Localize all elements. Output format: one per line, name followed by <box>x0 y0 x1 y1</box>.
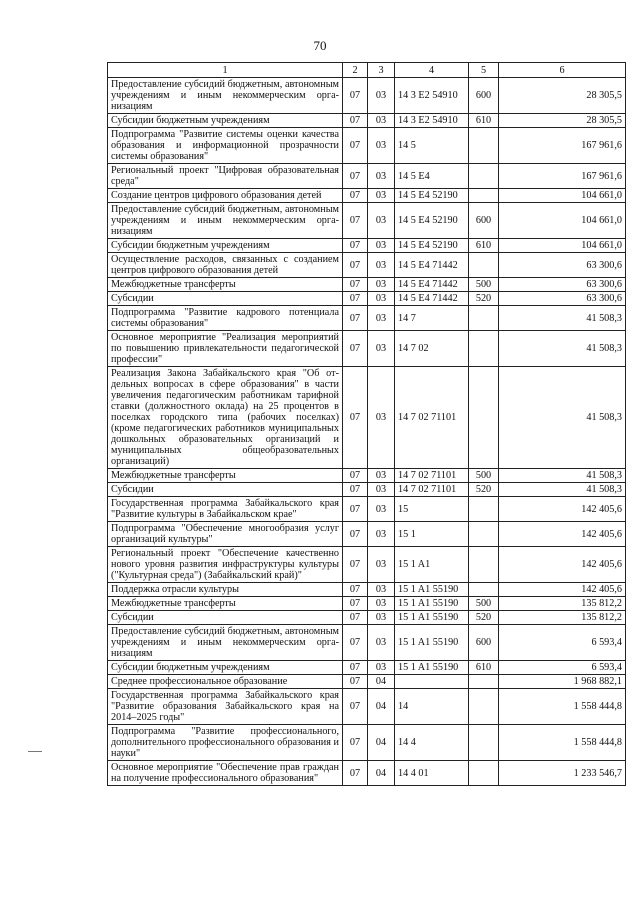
row-name: Государственная программа Забайкальского края "Развитие образования Забайкальского края на 2014–2025 годы" <box>108 689 343 725</box>
row-target-article: 14 5 E4 71442 <box>395 253 469 278</box>
row-subsection: 03 <box>368 367 395 469</box>
row-target-article: 15 1 A1 55190 <box>395 611 469 625</box>
row-section: 07 <box>343 469 368 483</box>
row-amount: 135 812,2 <box>499 597 626 611</box>
row-target-article: 14 5 E4 71442 <box>395 278 469 292</box>
column-header: 1 <box>108 63 343 78</box>
row-subsection: 03 <box>368 611 395 625</box>
row-name: Субсидии <box>108 483 343 497</box>
table-row <box>108 239 626 253</box>
row-subsection: 03 <box>368 583 395 597</box>
table-row <box>108 661 626 675</box>
row-target-article <box>395 675 469 689</box>
row-name: Субсидии <box>108 611 343 625</box>
table-row <box>108 483 626 497</box>
row-subsection: 03 <box>368 78 395 114</box>
row-target-article: 14 5 <box>395 128 469 164</box>
row-name: Среднее профессиональное образование <box>108 675 343 689</box>
table-row <box>108 689 626 725</box>
row-subsection: 04 <box>368 689 395 725</box>
row-subsection: 03 <box>368 189 395 203</box>
row-expense-type: 520 <box>469 483 499 497</box>
row-amount: 41 508,3 <box>499 367 626 469</box>
row-section: 07 <box>343 675 368 689</box>
row-expense-type <box>469 761 499 786</box>
row-section: 07 <box>343 367 368 469</box>
row-subsection: 03 <box>368 114 395 128</box>
row-amount: 167 961,6 <box>499 128 626 164</box>
row-target-article: 14 7 02 71101 <box>395 483 469 497</box>
table-row <box>108 114 626 128</box>
row-expense-type <box>469 689 499 725</box>
row-name: Межбюджетные трансферты <box>108 278 343 292</box>
table-row <box>108 522 626 547</box>
row-target-article: 14 5 E4 <box>395 164 469 189</box>
row-expense-type: 610 <box>469 239 499 253</box>
row-name: Субсидии бюджетным учреждениям <box>108 114 343 128</box>
row-amount: 142 405,6 <box>499 547 626 583</box>
row-name: Субсидии <box>108 292 343 306</box>
row-target-article: 14 7 02 71101 <box>395 469 469 483</box>
row-expense-type: 520 <box>469 292 499 306</box>
row-amount: 1 558 444,8 <box>499 689 626 725</box>
row-target-article: 14 7 02 <box>395 331 469 367</box>
row-section: 07 <box>343 128 368 164</box>
row-section: 07 <box>343 239 368 253</box>
table-row <box>108 583 626 597</box>
row-subsection: 03 <box>368 128 395 164</box>
row-subsection: 03 <box>368 164 395 189</box>
column-header: 5 <box>469 63 499 78</box>
row-section: 07 <box>343 114 368 128</box>
row-expense-type: 500 <box>469 278 499 292</box>
row-expense-type: 500 <box>469 469 499 483</box>
row-name: Подпрограмма "Развитие кадрового потенциала системы образования" <box>108 306 343 331</box>
row-target-article: 14 7 02 71101 <box>395 367 469 469</box>
row-amount: 1 968 882,1 <box>499 675 626 689</box>
row-target-article: 14 3 E2 54910 <box>395 114 469 128</box>
margin-mark <box>28 751 42 752</box>
row-expense-type <box>469 331 499 367</box>
row-amount: 28 305,5 <box>499 78 626 114</box>
row-section: 07 <box>343 761 368 786</box>
row-section: 07 <box>343 331 368 367</box>
table-row <box>108 292 626 306</box>
row-name: Создание центров цифрового образования детей <box>108 189 343 203</box>
row-expense-type <box>469 675 499 689</box>
row-target-article: 14 5 E4 71442 <box>395 292 469 306</box>
row-section: 07 <box>343 522 368 547</box>
table-row <box>108 761 626 786</box>
row-section: 07 <box>343 725 368 761</box>
row-target-article: 15 1 <box>395 522 469 547</box>
row-amount: 41 508,3 <box>499 469 626 483</box>
row-expense-type: 600 <box>469 203 499 239</box>
row-section: 07 <box>343 306 368 331</box>
row-name: Подпрограмма "Развитие профессионального, дополнительного профессионального образования и науки" <box>108 725 343 761</box>
row-name: Государственная программа Забайкальского края "Развитие культуры в Забайкальском крае" <box>108 497 343 522</box>
table-row <box>108 497 626 522</box>
row-subsection: 04 <box>368 761 395 786</box>
table-row <box>108 278 626 292</box>
row-subsection: 03 <box>368 597 395 611</box>
row-amount: 104 661,0 <box>499 189 626 203</box>
row-target-article: 14 7 <box>395 306 469 331</box>
row-amount: 63 300,6 <box>499 292 626 306</box>
row-section: 07 <box>343 661 368 675</box>
row-amount: 104 661,0 <box>499 203 626 239</box>
row-target-article: 14 5 E4 52190 <box>395 239 469 253</box>
row-expense-type <box>469 306 499 331</box>
row-subsection: 03 <box>368 253 395 278</box>
row-expense-type: 520 <box>469 611 499 625</box>
row-amount: 142 405,6 <box>499 497 626 522</box>
table-row <box>108 469 626 483</box>
row-expense-type <box>469 522 499 547</box>
budget-table <box>107 62 626 786</box>
table-row <box>108 675 626 689</box>
row-expense-type <box>469 497 499 522</box>
row-subsection: 03 <box>368 239 395 253</box>
row-target-article: 15 1 A1 55190 <box>395 597 469 611</box>
row-amount: 135 812,2 <box>499 611 626 625</box>
row-amount: 6 593,4 <box>499 661 626 675</box>
row-expense-type: 610 <box>469 661 499 675</box>
row-target-article: 14 <box>395 689 469 725</box>
row-expense-type: 610 <box>469 114 499 128</box>
row-amount: 41 508,3 <box>499 306 626 331</box>
row-name: Подпрограмма "Обеспечение многообразия услуг организаций культуры" <box>108 522 343 547</box>
row-target-article: 14 3 E2 54910 <box>395 78 469 114</box>
row-subsection: 03 <box>368 483 395 497</box>
row-expense-type: 600 <box>469 78 499 114</box>
table-row <box>108 189 626 203</box>
table-row <box>108 625 626 661</box>
row-target-article: 15 1 A1 55190 <box>395 583 469 597</box>
row-expense-type <box>469 128 499 164</box>
row-amount: 28 305,5 <box>499 114 626 128</box>
row-expense-type <box>469 367 499 469</box>
column-header: 3 <box>368 63 395 78</box>
row-amount: 104 661,0 <box>499 239 626 253</box>
row-section: 07 <box>343 164 368 189</box>
row-amount: 63 300,6 <box>499 278 626 292</box>
row-amount: 6 593,4 <box>499 625 626 661</box>
table-row <box>108 128 626 164</box>
row-name: Субсидии бюджетным учреждениям <box>108 661 343 675</box>
row-subsection: 03 <box>368 522 395 547</box>
row-subsection: 03 <box>368 661 395 675</box>
row-expense-type <box>469 547 499 583</box>
row-section: 07 <box>343 497 368 522</box>
row-section: 07 <box>343 78 368 114</box>
row-amount: 142 405,6 <box>499 522 626 547</box>
row-section: 07 <box>343 547 368 583</box>
row-expense-type <box>469 583 499 597</box>
row-subsection: 03 <box>368 331 395 367</box>
row-target-article: 15 1 A1 55190 <box>395 661 469 675</box>
table-row <box>108 306 626 331</box>
row-name: Региональный проект "Цифровая образовательная среда" <box>108 164 343 189</box>
row-section: 07 <box>343 278 368 292</box>
row-subsection: 03 <box>368 625 395 661</box>
column-header: 6 <box>499 63 626 78</box>
row-subsection: 03 <box>368 547 395 583</box>
row-section: 07 <box>343 597 368 611</box>
row-amount: 41 508,3 <box>499 483 626 497</box>
row-target-article: 14 5 E4 52190 <box>395 203 469 239</box>
row-name: Субсидии бюджетным учреждениям <box>108 239 343 253</box>
row-section: 07 <box>343 253 368 278</box>
row-subsection: 03 <box>368 278 395 292</box>
row-name: Осуществление расходов, связанных с созданием центров цифрового образования детей <box>108 253 343 278</box>
row-name: Подпрограмма "Развитие системы оценки качества образования и информационной прозрачности системы образования" <box>108 128 343 164</box>
row-name: Основное мероприятие "Реализация мероприятий по повышению привлекательности педагогической профессии" <box>108 331 343 367</box>
column-header: 2 <box>343 63 368 78</box>
row-subsection: 03 <box>368 203 395 239</box>
table-row <box>108 611 626 625</box>
table-row <box>108 725 626 761</box>
row-expense-type <box>469 189 499 203</box>
row-section: 07 <box>343 583 368 597</box>
table-row <box>108 253 626 278</box>
row-target-article: 14 5 E4 52190 <box>395 189 469 203</box>
row-subsection: 04 <box>368 725 395 761</box>
table-row <box>108 331 626 367</box>
row-amount: 167 961,6 <box>499 164 626 189</box>
row-expense-type: 500 <box>469 597 499 611</box>
row-target-article: 14 4 01 <box>395 761 469 786</box>
row-subsection: 03 <box>368 292 395 306</box>
row-subsection: 03 <box>368 306 395 331</box>
row-name: Предоставление субсидий бюджетным, автономным учреждениям и иным некоммерческим организациям <box>108 625 343 661</box>
row-subsection: 03 <box>368 469 395 483</box>
page-number: 70 <box>313 38 327 53</box>
row-name: Реализация Закона Забайкальского края "Об отдельных вопросах в сфере образования" в части увеличения педагогическим работникам тарифной ставки (должностного оклада) на 25 процентов в поселках городского типа (рабочих поселках) (кроме педагогических работников муниципальных дошкольных образовательных организаций и муниципальных общеобразовательных организаций) <box>108 367 343 469</box>
row-name: Межбюджетные трансферты <box>108 469 343 483</box>
row-target-article: 15 <box>395 497 469 522</box>
row-section: 07 <box>343 203 368 239</box>
row-expense-type <box>469 253 499 278</box>
row-section: 07 <box>343 625 368 661</box>
table-row <box>108 367 626 469</box>
row-section: 07 <box>343 483 368 497</box>
table-row <box>108 203 626 239</box>
row-target-article: 15 1 A1 55190 <box>395 625 469 661</box>
row-name: Предоставление субсидий бюджетным, автономным учреждениям и иным некоммерческим организациям <box>108 203 343 239</box>
table-row <box>108 164 626 189</box>
row-amount: 142 405,6 <box>499 583 626 597</box>
row-subsection: 03 <box>368 497 395 522</box>
row-name: Региональный проект "Обеспечение качественно нового уровня развития инфраструктуры культуры ("Культурная среда") (Забайкальский край)" <box>108 547 343 583</box>
table-row <box>108 78 626 114</box>
row-subsection: 04 <box>368 675 395 689</box>
row-section: 07 <box>343 292 368 306</box>
row-section: 07 <box>343 689 368 725</box>
row-amount: 1 558 444,8 <box>499 725 626 761</box>
table-row <box>108 547 626 583</box>
table-row <box>108 597 626 611</box>
row-section: 07 <box>343 611 368 625</box>
row-target-article: 14 4 <box>395 725 469 761</box>
row-amount: 1 233 546,7 <box>499 761 626 786</box>
row-amount: 63 300,6 <box>499 253 626 278</box>
row-name: Предоставление субсидий бюджетным, автономным учреждениям и иным некоммерческим организациям <box>108 78 343 114</box>
row-amount: 41 508,3 <box>499 331 626 367</box>
row-name: Основное мероприятие "Обеспечение прав граждан на получение профессионального образования" <box>108 761 343 786</box>
row-name: Межбюджетные трансферты <box>108 597 343 611</box>
row-expense-type <box>469 164 499 189</box>
row-section: 07 <box>343 189 368 203</box>
row-name: Поддержка отрасли культуры <box>108 583 343 597</box>
row-expense-type <box>469 725 499 761</box>
column-header: 4 <box>395 63 469 78</box>
row-expense-type: 600 <box>469 625 499 661</box>
row-target-article: 15 1 A1 <box>395 547 469 583</box>
table-header-row <box>108 63 626 78</box>
